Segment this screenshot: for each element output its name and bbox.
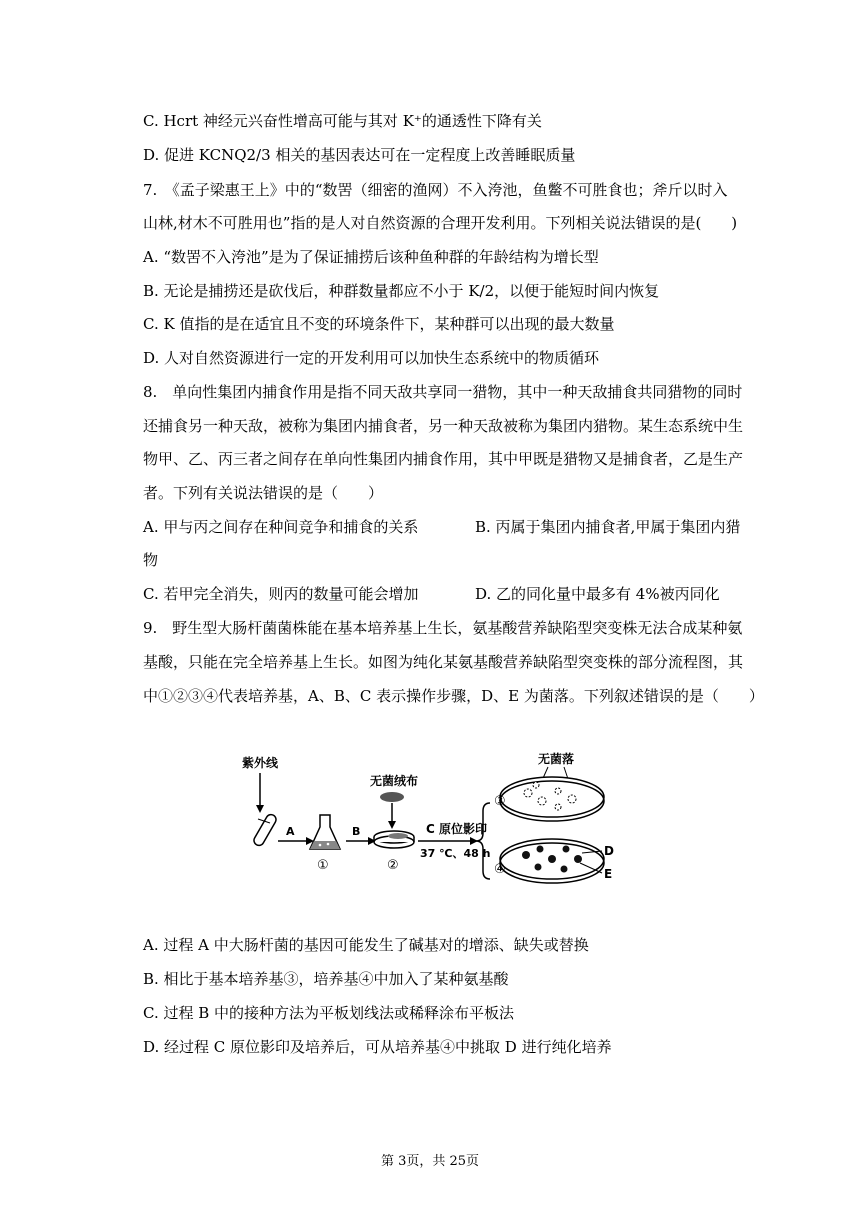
q9-option-a: A. 过程 A 中大肠杆菌的基因可能发生了碱基对的增添、缺失或替换 — [143, 936, 589, 954]
q8-option-b: B. 丙属于集团内捕食者,甲属于集团内猎 — [475, 518, 741, 536]
q7-option-d: D. 人对自然资源进行一定的开发利用可以加快生态系统中的物质循环 — [143, 349, 600, 367]
plate-4-icon — [500, 839, 604, 883]
q9-flow-diagram — [240, 745, 640, 885]
plate-3-icon — [500, 777, 604, 821]
page-footer: 第 3页，共 25页 — [380, 1154, 480, 1169]
q9-option-d: D. 经过程 C 原位影印及培养后，可从培养基④中挑取 D 进行纯化培养 — [143, 1038, 612, 1056]
medium-2-label: ② — [387, 858, 399, 873]
colony-d-label: D — [604, 844, 614, 858]
q8-option-a: A. 甲与丙之间存在种间竞争和捕食的关系 — [143, 518, 419, 536]
q7-option-b: B. 无论是捕捞还是砍伐后，种群数量都应不小于 K/2，以便于能短时间内恢复 — [143, 282, 660, 300]
q9-stem-line3: 中①②③④代表培养基，A、B、C 表示操作步骤，D、E 为菌落。下列叙述错误的是（ ） — [143, 687, 764, 705]
no-colony-label: 无菌落 — [538, 752, 575, 766]
brace — [476, 803, 490, 879]
q9-option-c: C. 过程 B 中的接种方法为平板划线法或稀释涂布平板法 — [143, 1004, 515, 1022]
q8-stem-line1: 8. 单向性集团内捕食作用是指不同天敌共享同一猎物，其中一种天敌捕食共同猎物的同时 — [143, 383, 743, 401]
condition-label: 37 ℃、48 h — [420, 847, 491, 860]
medium-1-label: ① — [317, 858, 329, 873]
colony-e-label: E — [604, 867, 613, 881]
flask-icon — [310, 815, 340, 849]
medium-3-label: ③ — [494, 794, 506, 809]
velvet-pad-icon — [380, 792, 404, 802]
q8-stem-line3: 物甲、乙、丙三者之间存在单向性集团内捕食作用，其中甲既是猎物又是捕食者，乙是生产 — [143, 450, 744, 468]
plate-2-icon — [374, 831, 414, 848]
q7-option-a: A. “数罟不入洿池”是为了保证捕捞后该种鱼种群的年龄结构为增长型 — [143, 248, 599, 266]
q9-stem-line2: 基酸，只能在完全培养基上生长。如图为纯化某氨基酸营养缺陷型突变株的部分流程图，其 — [143, 653, 744, 671]
q8-option-c: C. 若甲完全消失，则丙的数量可能会增加 — [143, 585, 419, 603]
q9-stem-line1: 9. 野生型大肠杆菌菌株能在基本培养基上生长，氨基酸营养缺陷型突变株无法合成某种氨 — [143, 619, 743, 637]
q7-stem-line1: 7. 《孟子梁惠王上》中的“数罟（细密的渔网）不入洿池，鱼鳖不可胜食也；斧斤以时入 — [143, 181, 728, 199]
q6-option-d: D. 促进 KCNQ2/3 相关的基因表达可在一定程度上改善睡眠质量 — [143, 146, 576, 164]
uv-arrowhead — [256, 805, 264, 813]
q7-option-c: C. K 值指的是在适宜且不变的环境条件下，某种群可以出现的最大数量 — [143, 315, 615, 333]
medium-4-label: ④ — [494, 862, 506, 877]
q8-stem-line4: 者。下列有关说法错误的是（ ） — [143, 484, 384, 502]
uv-label: 紫外线 — [242, 756, 279, 770]
q6-option-c: C. Hcrt 神经元兴奋性增高可能与其对 K⁺的通透性下降有关 — [143, 112, 542, 130]
q7-stem-line2: 山林,材木不可胜用也”指的是人对自然资源的合理开发利用。下列相关说法错误的是( ) — [143, 214, 738, 232]
velvet-arrowhead — [388, 821, 396, 829]
q8-options-ab — [143, 517, 763, 537]
step-a-label: A — [286, 825, 295, 838]
q9-option-b: B. 相比于基本培养基③，培养基④中加入了某种氨基酸 — [143, 970, 509, 988]
q8-options-cd — [143, 584, 763, 604]
q8-option-b-wrap: 物 — [143, 551, 159, 569]
q8-option-d: D. 乙的同化量中最多有 4%被丙同化 — [475, 585, 720, 603]
step-b-label: B — [352, 825, 361, 838]
test-tube-icon — [252, 813, 278, 847]
velvet-label: 无菌绒布 — [370, 774, 419, 788]
step-c-label: C 原位影印 — [426, 822, 487, 836]
q8-stem-line2: 还捕食另一种天敌，被称为集团内捕食者，另一种天敌被称为集团内猎物。某生态系统中生 — [143, 417, 744, 435]
